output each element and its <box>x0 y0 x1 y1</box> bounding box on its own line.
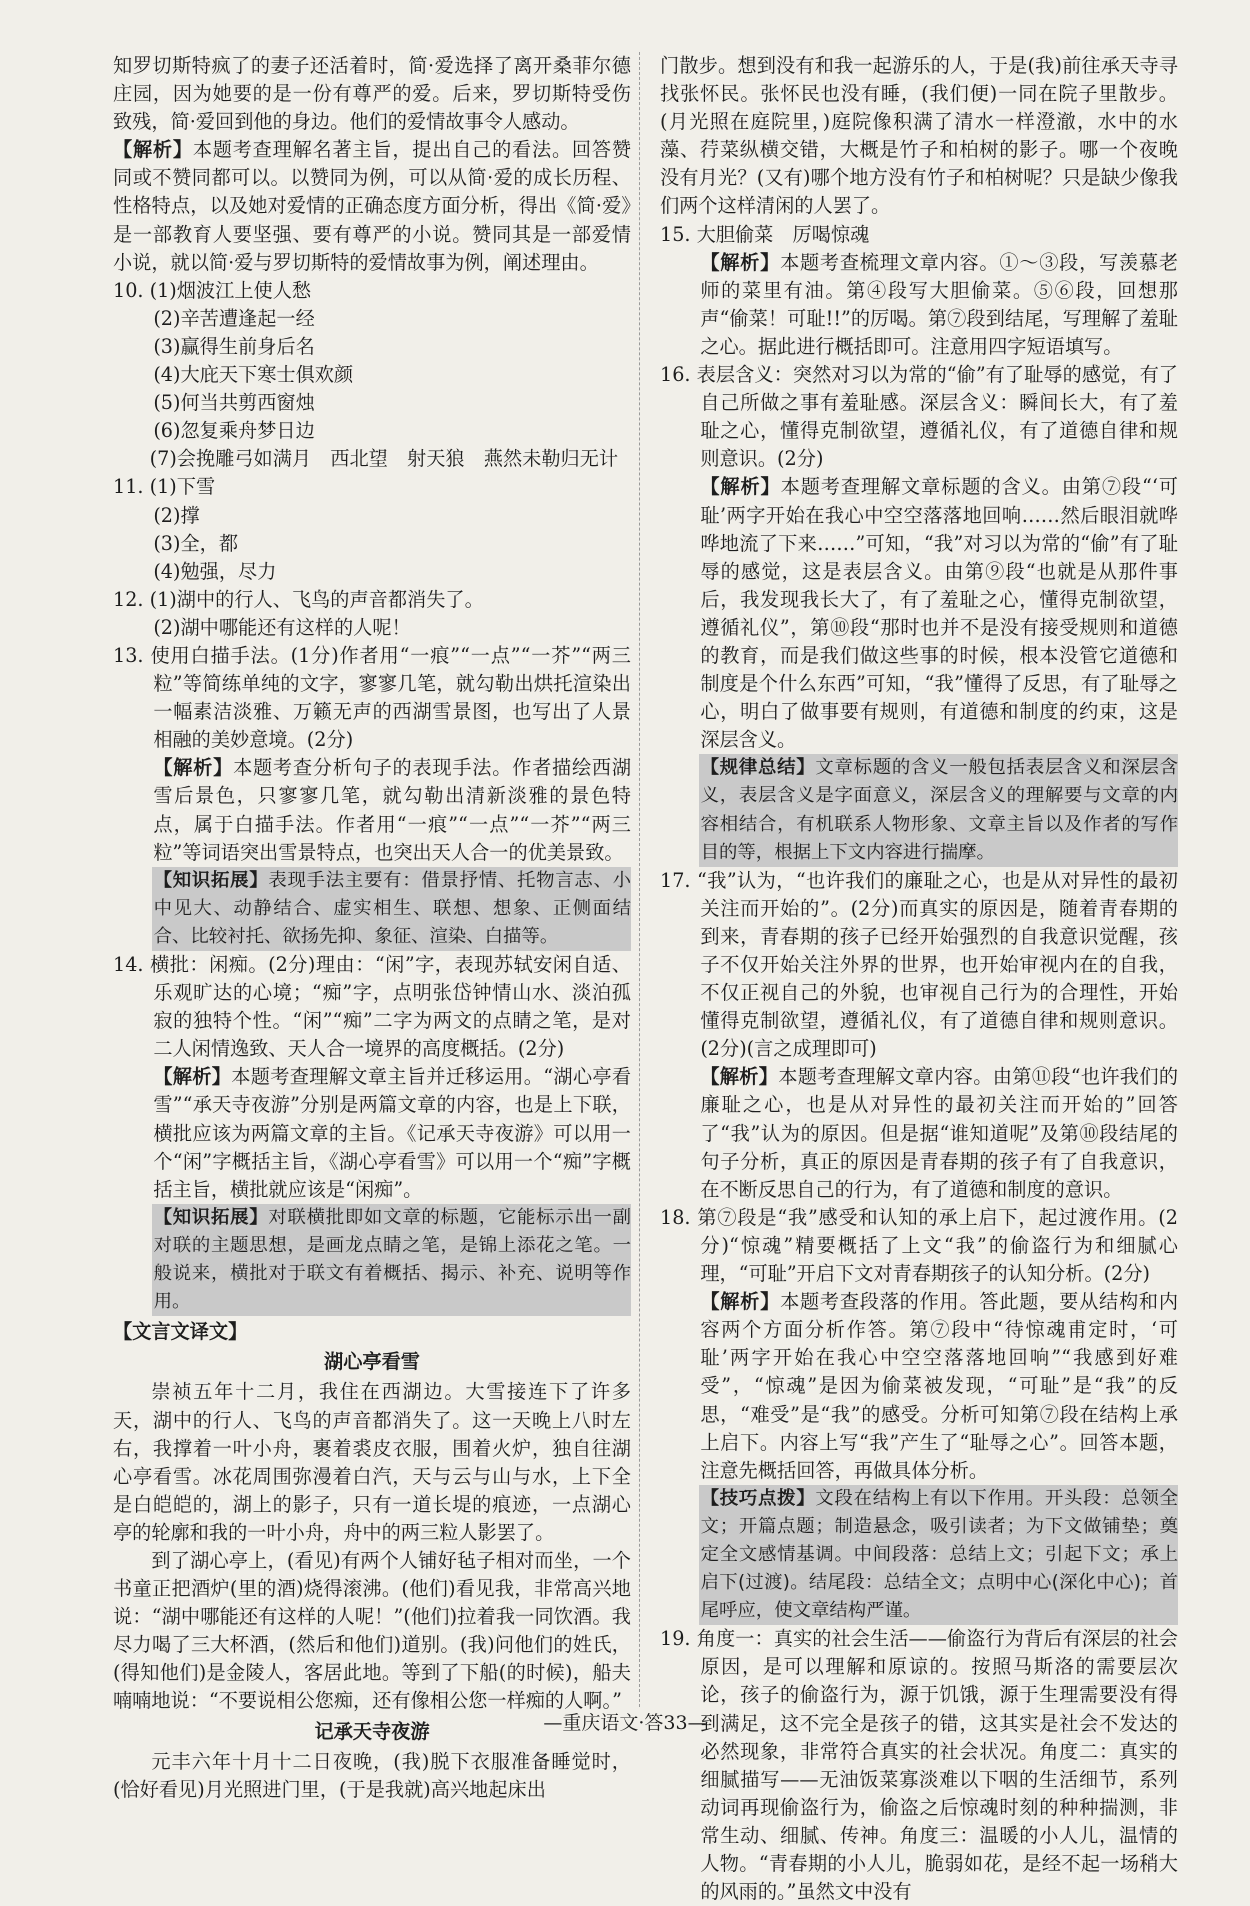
q10-answer: 10. (1)烟波江上使人愁 <box>113 278 312 302</box>
right-column <box>660 52 1178 1906</box>
q10-answer-6: (6)忽复乘舟梦日边 <box>153 419 315 443</box>
translation-2-continued: 门散步。想到没有和我一起游乐的人，于是(我)前往承天寺寻找张怀民。张怀民也没有睡，(我们便)一同在院子里散步。(月光照在庭院里，)庭院像积满了清水一样澄澈，水中的水藻、荇菜纵横交错，大概是竹子和柏树的影子。哪一个夜晚没有月光？(又有)哪个地方没有竹子和柏树呢？只是缺少像我们两个这样清闲的人罢了。 <box>660 54 1178 218</box>
q11-answer-4: (4)勉强，尽力 <box>153 559 277 583</box>
q16-answer: 16. 表层含义：突然对习以为常的“偷”有了耻辱的感觉，有了自己所做之事有羞耻感。深层含义：瞬间长大，有了羞耻之心，懂得克制欲望，遵循礼仪，有了道德自律和规则意识。(2分) <box>660 363 1178 471</box>
q14-analysis: 【解析】本题考查理解文章主旨并迁移运用。“湖心亭看雪”“承天寺夜游”分别是两篇文章的内容，也是上下联，横批应该为两篇文章的主旨。《记承天寺夜游》可以用一个“闲”字概括主旨，《湖心亭看雪》可以用一个“痴”字概括主旨，横批就应该是“闲痴”。 <box>153 1065 632 1201</box>
q12-answer: 12. (1)湖中的行人、飞鸟的声音都消失了。 <box>113 587 484 611</box>
q16-analysis: 【解析】本题考查理解文章标题的含义。由第⑦段“‘可耻’两字开始在我心中空空落落地回响……然后眼泪就哗哗地流了下来……”可知，“我”对习以为常的“偷”有了耻辱的感觉，这是表层含义。由第⑨段“也就是从那件事后，我发现我长大了，有了羞耻之心，懂得克制欲望，遵循礼仪”，第⑩段“那时也并不是没有接受规则和道德的教育，而是我们做这些事的时候，根本没管它道德和制度是个什么东西”可知，“我”懂得了反思，有了耻辱之心，明白了做事要有规则，有道德和制度的约束，这是深层含义。 <box>700 475 1178 752</box>
q13-knowledge-box: 【知识拓展】表现手法主要有：借景抒情、托物言志、小中见大、动静结合、虚实相生、联想、想象、正侧面结合、比较衬托、欲扬先抑、象征、渲染、白描等。 <box>152 867 631 951</box>
q18-answer: 18. 第⑦段是“我”感受和认知的承上启下，起过渡作用。(2分)“惊魂”精要概括了上文“我”的偷盗行为和细腻心理，“可耻”开启下文对青春期孩子的认知分析。(2分) <box>660 1205 1178 1286</box>
q14-knowledge-box: 【知识拓展】对联横批即如文章的标题，它能标示出一副对联的主题思想，是画龙点睛之笔，是锦上添花之笔。一般说来，横批对于联文有着概括、揭示、补充、说明等作用。 <box>152 1204 631 1316</box>
q13-analysis: 【解析】本题考查分析句子的表现手法。作者描绘西湖雪后景色，只寥寥几笔，就勾勒出清新淡雅的景色特点，属于白描手法。作者用“一痕”“一点”“一芥”“两三粒”等词语突出雪景特点，也突出天人合一的优美景致。 <box>153 756 632 864</box>
q10-answer-2: (2)辛苦遭逢起一经 <box>153 306 315 330</box>
translation-1-para-1: 崇祯五年十二月，我住在西湖边。大雪接连下了许多天，湖中的行人、飞鸟的声音都消失了。这一天晚上八时左右，我撑着一叶小舟，裹着裘皮衣服，围着火炉，独自往湖心亭看雪。冰花周围弥漫着白汽，天与云与山与水，上下全是白皑皑的，湖上的影子，只有一道长堤的痕迹，一点湖心亭的轮廓和我的一叶小舟，舟中的两三粒人影罢了。 <box>113 1380 631 1544</box>
translation-title-1: 湖心亭看雪 <box>324 1350 420 1374</box>
q16-rule-box: 【规律总结】文章标题的含义一般包括表层含义和深层含义，表层含义是字面意义，深层含义的理解要与文章的内容相结合，有机联系人物形象、文章主旨以及作者的写作目的等，根据上下文内容进行揣摩。 <box>699 754 1178 866</box>
q9-answer-continued: 知罗切斯特疯了的妻子还活着时，简·爱选择了离开桑菲尔德庄园，因为她要的是一份有尊严的爱。后来，罗切斯特受伤致残，简·爱回到他的身边。他们的爱情故事令人感动。 <box>113 54 631 134</box>
q9-analysis: 【解析】本题考查理解名著主旨，提出自己的看法。回答赞同或不赞同都可以。以赞同为例，可以从简·爱的成长历程、性格特点，以及她对爱情的正确态度方面分析，得出《简·爱》是一部教育人要坚强、要有尊严的小说。赞同其是一部爱情小说，就以简·爱与罗切斯特的爱情故事为例，阐述理由。 <box>113 138 632 274</box>
q13-answer: 13. 使用白描手法。(1分)作者用“一痕”“一点”“一芥”“两三粒”等简练单纯的文字，寥寥几笔，就勾勒出烘托渲染出一幅素洁淡雅、万籁无声的西湖雪景图，也写出了人景相融的美妙意境。(2分) <box>113 643 631 752</box>
q11-answer-2: (2)撑 <box>153 503 200 527</box>
q18-tip-box: 【技巧点拨】文段在结构上有以下作用。开头段：总领全文；开篇点题；制造悬念，吸引读者；为下文做铺垫；奠定全文感情基调。中间段落：总结上文；引起下文；承上启下(过渡)。结尾段：总结全文；点明中心(深化中心)；首尾呼应，使文章结构严谨。 <box>699 1485 1178 1625</box>
q10-answer-7: (7)会挽雕弓如满月 西北望 射天狼 燕然未勒归无计 <box>149 447 619 471</box>
q19-answer: 19. 角度一：真实的社会生活——偷盗行为背后有深层的社会原因，是可以理解和原谅的。按照马斯洛的需要层次论，孩子的偷盗行为，源于饥饿，源于生理需要没有得到满足，这不完全是孩子的错，这其实是社会不发达的必然现象，非常符合真实的社会状况。角度二：真实的细腻描写——无油饭菜寡淡难以下咽的生活细节，系列动词再现偷盗行为，偷盗之后惊魂时刻的种种揣测，非常生动、细腻、传神。角度三：温暖的小人儿，温情的人物。“青春期的小人儿，脆弱如花，是经不起一场稍大的风雨的。”虽然文中没有 <box>660 1627 1178 1904</box>
translation-1-para-2: 到了湖心亭上，(看见)有两个人铺好毡子相对而坐，一个书童正把酒炉(里的酒)烧得滚沸。(他们)看见我，非常高兴地说：“湖中哪能还有这样的人呢！”(他们)拉着我一同饮酒。我尽力喝了三大杯酒，(然后和他们)道别。(我)问他们的姓氏，(得知他们)是金陵人，客居此地。等到了下船(的时候)，船夫喃喃地说：“不要说相公您痴，还有像相公您一样痴的人啊。” <box>113 1548 631 1713</box>
q11-answer-3: (3)全，都 <box>153 531 239 555</box>
q10-answer-5: (5)何当共剪西窗烛 <box>153 391 315 415</box>
column-divider <box>639 52 640 1707</box>
q14-answer: 14. 横批：闲痴。(2分)理由：“闲”字，表现苏轼安闲自适、乐观旷达的心境；“痴”字，点明张岱钟情山水、淡泊孤寂的独特个性。“闲”“痴”二字为两文的点睛之笔，是对二人闲情逸致、天人合一境界的高度概括。(2分) <box>113 953 631 1061</box>
q10-answer-4: (4)大庇天下寒士俱欢颜 <box>153 363 354 387</box>
translation-heading: 【文言文译文】 <box>113 1320 248 1344</box>
q17-analysis: 【解析】本题考查理解文章内容。由第⑪段“也许我们的廉耻之心，也是从对异性的最初关注而开始的”回答了“我”认为的原因。但是据“谁知道呢”及第⑩段结尾的句子分析，真正的原因是青春期的孩子有了自我意识，在不断反思自己的行为，有了道德和制度的意识。 <box>700 1065 1179 1201</box>
q17-answer: 17. “我”认为，“也许我们的廉耻之心，也是从对异性的最初关注而开始的”。(2分)而真实的原因是，随着青春期的到来，青春期的孩子已经开始强烈的自我意识觉醒，孩子不仅开始关注外界的世界，也开始审视内在的自我，不仅正视自己的外貌，也审视自己行为的合理性，开始懂得克制欲望，遵循礼仪，有了道德自律和规则意识。(2分)(言之成理即可) <box>660 868 1178 1061</box>
translation-title-2: 记承天寺夜游 <box>314 1719 430 1743</box>
page-footer: —重庆语文·答33— <box>543 1712 707 1734</box>
q18-analysis: 【解析】本题考查段落的作用。答此题，要从结构和内容两个方面分析作答。第⑦段中“待惊魂甫定时，‘可耻’两字开始在我心中空空落落地回响”“我感到好难受”，“惊魂”是因为偷菜被发现，“可耻”是“我”的反思，“难受”是“我”的感受。分析可知第⑦段在结构上承上启下。内容上写“我”产生了“耻辱之心”。回答本题，注意先概括回答，再做具体分析。 <box>700 1290 1179 1482</box>
q11-answer: 11. (1)下雪 <box>113 475 216 499</box>
q15-answer: 15. 大胆偷菜 厉喝惊魂 <box>660 222 870 246</box>
q12-answer-2: (2)湖中哪能还有这样的人呢！ <box>153 615 411 639</box>
left-column <box>113 52 631 1804</box>
q10-answer-3: (3)赢得生前身后名 <box>153 334 315 358</box>
q15-analysis: 【解析】本题考查梳理文章内容。①～③段，写羡慕老师的菜里有油。第④段写大胆偷菜。⑤⑥段，回想那声“偷菜！可耻!!”的厉喝。第⑦段到结尾，写理解了羞耻之心。据此进行概括即可。注意用四字短语填写。 <box>700 250 1179 358</box>
translation-2-para-1: 元丰六年十月十二日夜晚，(我)脱下衣服准备睡觉时，(恰好看见)月光照进门里，(于是我就)高兴地起床出 <box>113 1749 631 1801</box>
